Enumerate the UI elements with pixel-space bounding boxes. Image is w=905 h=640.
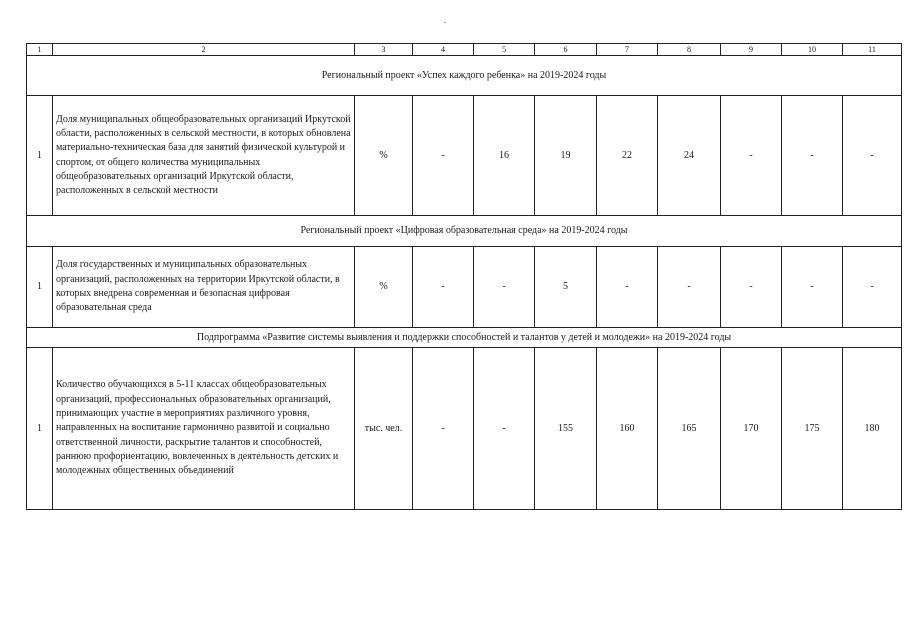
row-number: 1 xyxy=(27,348,53,510)
value-cell: 175 xyxy=(782,348,843,510)
section-title: Региональный проект «Успех каждого ребенка» на 2019-2024 годы xyxy=(27,56,902,96)
value-cell: 22 xyxy=(597,96,658,216)
value-cell: - xyxy=(782,247,843,328)
row-number: 1 xyxy=(27,96,53,216)
table-row xyxy=(27,247,902,328)
section-title: Региональный проект «Цифровая образовательная среда» на 2019-2024 годы xyxy=(27,216,902,247)
column-number-cell: 1 xyxy=(27,44,53,56)
column-number-cell: 5 xyxy=(474,44,535,56)
indicator-description: Доля муниципальных общеобразовательных организаций Иркутской области, расположенных в сельской местности, в которых обновлена материально-техническая база для занятий физической культурой и спортом, от общего количества муниципальных общеобразовательных организаций Иркутской области, расположенных в сельской местности xyxy=(53,96,355,216)
value-cell: - xyxy=(597,247,658,328)
column-number-cell: 7 xyxy=(597,44,658,56)
column-number-cell: 9 xyxy=(721,44,782,56)
value-cell: - xyxy=(782,96,843,216)
value-cell: - xyxy=(721,96,782,216)
page-mark xyxy=(444,22,446,23)
column-number-row xyxy=(27,44,902,56)
value-cell: 5 xyxy=(535,247,597,328)
value-cell: 160 xyxy=(597,348,658,510)
indicator-description: Количество обучающихся в 5-11 классах общеобразовательных организаций, профессиональных образовательных организаций, принимающих участие в мероприятиях различного уровня, направленных на воспитание гармонично развитой и социально ответственной личности, раскрытие талантов и способностей, раннюю профориентацию, вовлеченных в деятельность детских и молодежных общественных объединений xyxy=(53,348,355,510)
indicator-description: Доля государственных и муниципальных образовательных организаций, расположенных на территории Иркутской области, в которых внедрена современная и безопасная цифровая образовательная среда xyxy=(53,247,355,328)
value-cell: - xyxy=(413,96,474,216)
value-cell: 170 xyxy=(721,348,782,510)
unit-cell: % xyxy=(355,247,413,328)
value-cell: 155 xyxy=(535,348,597,510)
value-cell: 24 xyxy=(658,96,721,216)
section-title: Подпрограмма «Развитие системы выявления и поддержки способностей и талантов у детей и молодежи» на 2019-2024 годы xyxy=(27,328,902,348)
value-cell: - xyxy=(658,247,721,328)
indicators-table xyxy=(26,43,902,510)
section-header-row xyxy=(27,216,902,247)
table-row xyxy=(27,348,902,510)
value-cell: - xyxy=(474,247,535,328)
column-number-cell: 3 xyxy=(355,44,413,56)
unit-cell: % xyxy=(355,96,413,216)
value-cell: - xyxy=(843,247,902,328)
column-number-cell: 4 xyxy=(413,44,474,56)
column-number-cell: 6 xyxy=(535,44,597,56)
value-cell: - xyxy=(413,247,474,328)
value-cell: - xyxy=(721,247,782,328)
value-cell: 165 xyxy=(658,348,721,510)
value-cell: - xyxy=(843,96,902,216)
column-number-cell: 11 xyxy=(843,44,902,56)
value-cell: - xyxy=(474,348,535,510)
row-number: 1 xyxy=(27,247,53,328)
column-number-cell: 8 xyxy=(658,44,721,56)
column-number-cell: 10 xyxy=(782,44,843,56)
value-cell: 16 xyxy=(474,96,535,216)
section-header-row xyxy=(27,56,902,96)
value-cell: 19 xyxy=(535,96,597,216)
value-cell: 180 xyxy=(843,348,902,510)
table-row xyxy=(27,96,902,216)
unit-cell: тыс. чел. xyxy=(355,348,413,510)
value-cell: - xyxy=(413,348,474,510)
column-number-cell: 2 xyxy=(53,44,355,56)
section-header-row xyxy=(27,328,902,348)
